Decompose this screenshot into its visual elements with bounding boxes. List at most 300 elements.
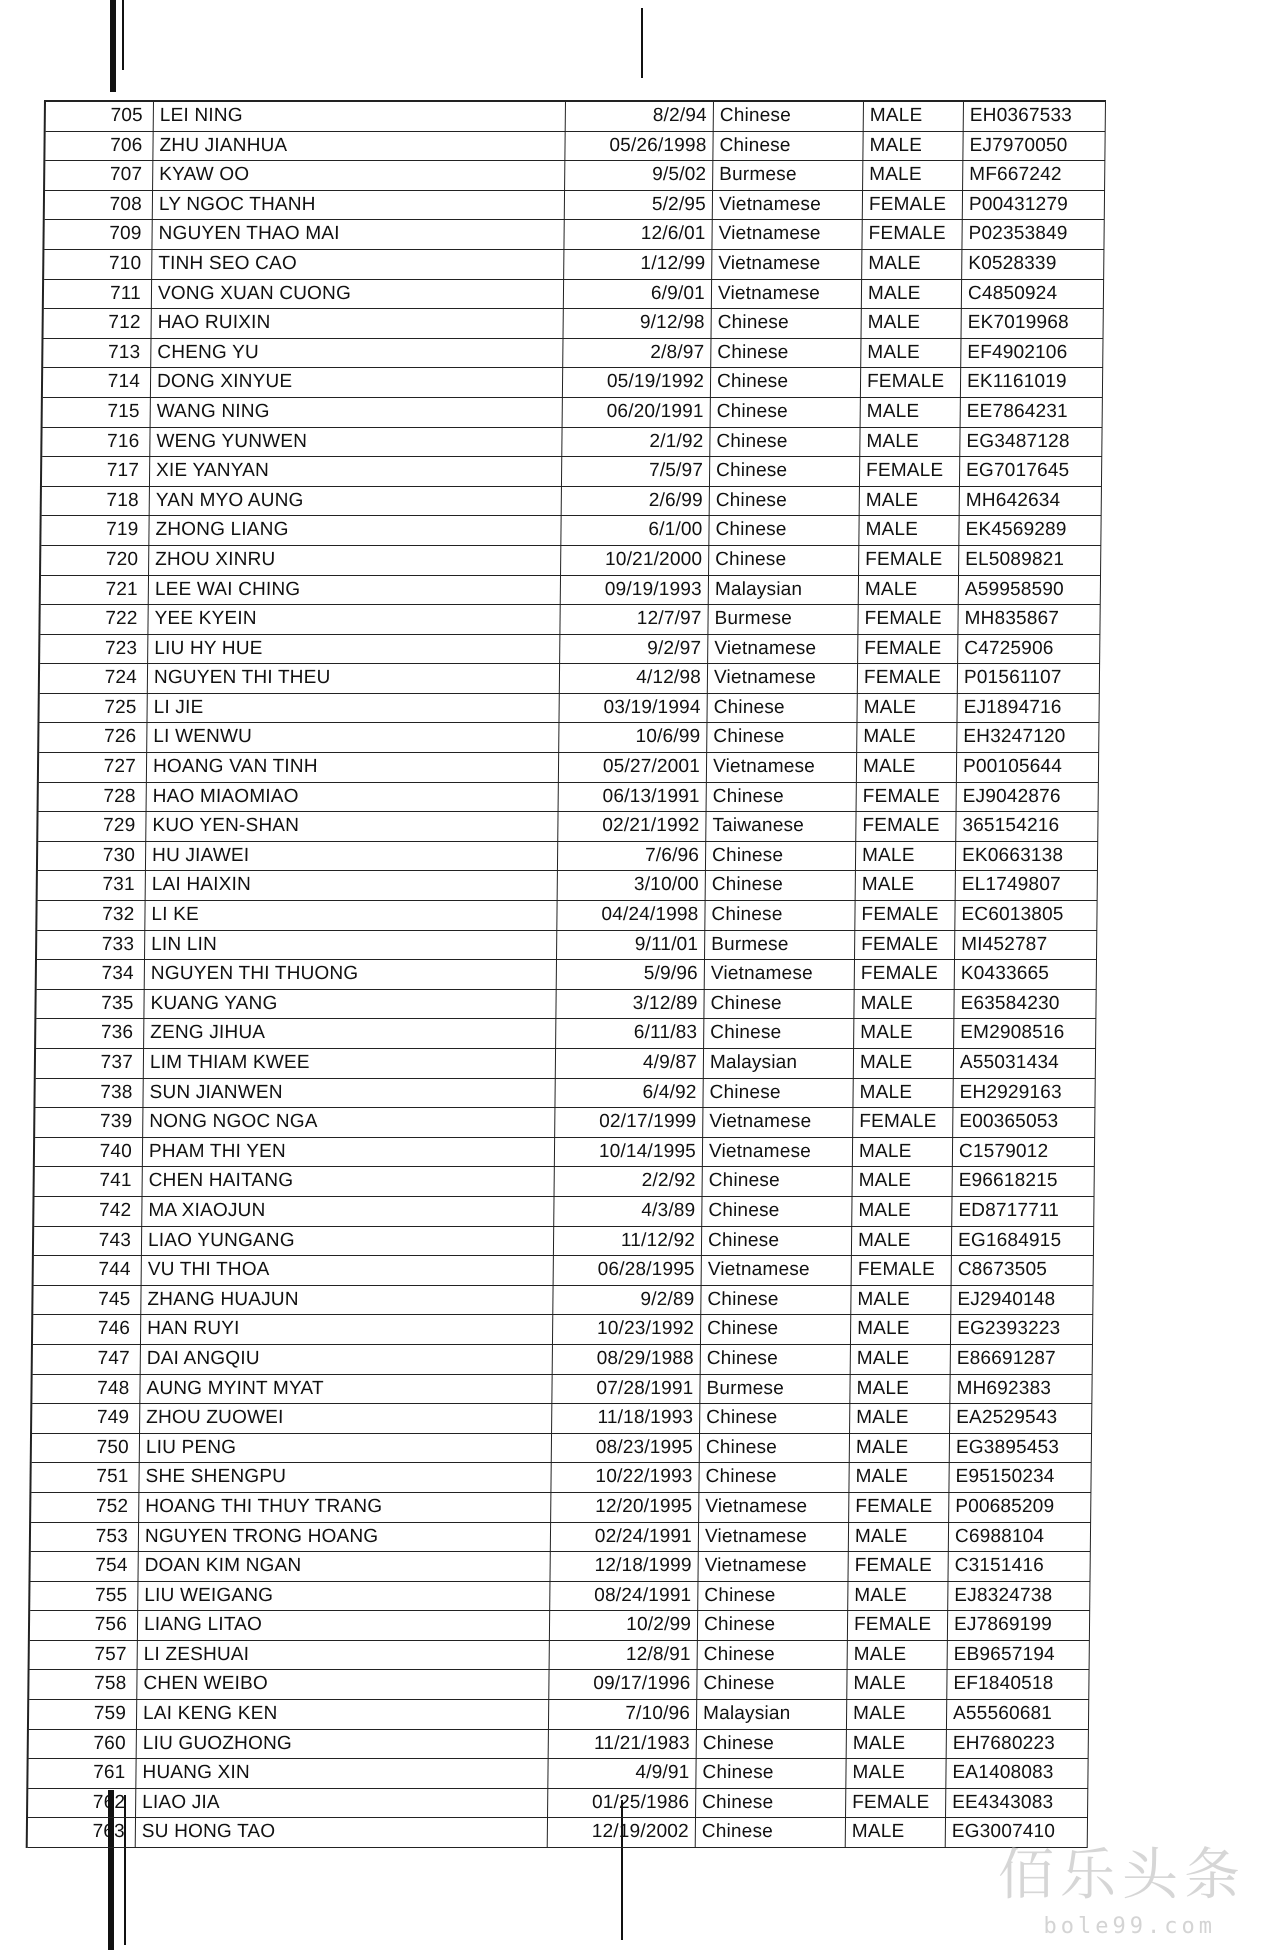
nationality-cell: Chinese: [703, 1167, 853, 1196]
passport-number-cell: A55560681: [947, 1700, 1089, 1729]
row-number-cell: 711: [44, 280, 152, 309]
person-name-cell: HOANG VAN TINH: [147, 753, 559, 782]
gender-cell: MALE: [856, 871, 956, 900]
row-number-cell: 715: [43, 398, 151, 427]
table-row: [30, 1582, 1090, 1612]
nationality-cell: Burmese: [708, 605, 858, 634]
birth-date-cell: 01/25/1986: [548, 1789, 696, 1818]
passport-number-cell: EM2908516: [954, 1019, 1096, 1048]
birth-date-cell: 9/5/02: [565, 161, 713, 190]
table-row: [45, 191, 1105, 221]
table-row: [37, 931, 1097, 961]
row-number-cell: 740: [35, 1138, 143, 1167]
person-name-cell: DOAN KIM NGAN: [138, 1552, 550, 1581]
passport-number-cell: EA2529543: [950, 1404, 1092, 1433]
person-name-cell: LIU WEIGANG: [138, 1582, 550, 1611]
person-name-cell: LY NGOC THANH: [153, 191, 565, 220]
birth-date-cell: 02/21/1992: [558, 812, 706, 841]
birth-date-cell: 12/8/91: [550, 1641, 698, 1670]
passport-number-cell: ED8717711: [952, 1197, 1094, 1226]
nationality-cell: Vietnamese: [708, 664, 858, 693]
nationality-cell: Chinese: [701, 1286, 851, 1315]
table-row: [31, 1463, 1091, 1493]
passport-number-cell: P02353849: [962, 220, 1104, 249]
gender-cell: MALE: [859, 516, 959, 545]
gender-cell: MALE: [851, 1286, 951, 1315]
gender-cell: MALE: [861, 339, 961, 368]
gender-cell: FEMALE: [858, 635, 958, 664]
table-row: [44, 250, 1104, 280]
person-name-cell: NGUYEN THAO MAI: [152, 220, 564, 249]
row-number-cell: 763: [28, 1818, 136, 1847]
table-row: [28, 1759, 1088, 1789]
row-number-cell: 718: [42, 487, 150, 516]
person-name-cell: KUO YEN-SHAN: [146, 812, 558, 841]
gender-cell: FEMALE: [855, 960, 955, 989]
birth-date-cell: 10/23/1992: [553, 1315, 701, 1344]
table-row: [42, 487, 1102, 517]
passport-number-cell: E63584230: [954, 990, 1096, 1019]
gender-cell: FEMALE: [848, 1611, 948, 1640]
gender-cell: MALE: [854, 1019, 954, 1048]
passport-number-cell: EG2393223: [951, 1315, 1093, 1344]
gender-cell: MALE: [851, 1315, 951, 1344]
gender-cell: MALE: [857, 694, 957, 723]
birth-date-cell: 05/19/1992: [563, 368, 711, 397]
table-row: [33, 1345, 1093, 1375]
gender-cell: MALE: [846, 1818, 946, 1847]
row-number-cell: 722: [40, 605, 148, 634]
birth-date-cell: 6/9/01: [564, 280, 712, 309]
table-row: [32, 1434, 1092, 1464]
table-row: [41, 516, 1101, 546]
nationality-cell: Malaysian: [704, 1049, 854, 1078]
person-name-cell: HAN RUYI: [141, 1315, 553, 1344]
birth-date-cell: 12/20/1995: [551, 1493, 699, 1522]
person-name-cell: SU HONG TAO: [136, 1818, 548, 1847]
person-name-cell: NGUYEN THI THEU: [148, 664, 560, 693]
passport-number-cell: EB9657194: [948, 1641, 1090, 1670]
person-name-cell: VU THI THOA: [142, 1256, 554, 1285]
passport-number-cell: E96618215: [953, 1167, 1095, 1196]
gender-cell: FEMALE: [861, 368, 961, 397]
row-number-cell: 756: [30, 1611, 138, 1640]
nationality-cell: Vietnamese: [702, 1256, 852, 1285]
passport-number-cell: EJ7970050: [963, 132, 1105, 161]
table-row: [35, 1079, 1095, 1109]
gender-cell: MALE: [856, 842, 956, 871]
gender-cell: FEMALE: [858, 605, 958, 634]
table-row: [28, 1818, 1088, 1848]
row-number-cell: 717: [42, 457, 150, 486]
nationality-cell: Chinese: [702, 1197, 852, 1226]
row-number-cell: 709: [44, 220, 152, 249]
gender-cell: FEMALE: [846, 1789, 946, 1818]
birth-date-cell: 09/17/1996: [549, 1670, 697, 1699]
nationality-cell: Chinese: [696, 1759, 846, 1788]
person-name-cell: PHAM THI YEN: [143, 1138, 555, 1167]
birth-date-cell: 12/19/2002: [548, 1818, 696, 1847]
gender-cell: MALE: [862, 309, 962, 338]
passport-number-cell: 365154216: [956, 812, 1098, 841]
row-number-cell: 747: [33, 1345, 141, 1374]
birth-date-cell: 6/1/00: [561, 516, 709, 545]
row-number-cell: 707: [45, 161, 153, 190]
gender-cell: MALE: [847, 1670, 947, 1699]
passport-number-cell: C6988104: [949, 1523, 1091, 1552]
row-number-cell: 726: [39, 723, 147, 752]
birth-date-cell: 10/2/99: [550, 1611, 698, 1640]
person-name-cell: LEE WAI CHING: [149, 576, 561, 605]
person-name-cell: HAO RUIXIN: [152, 309, 564, 338]
birth-date-cell: 4/12/98: [560, 664, 708, 693]
scan-mark-top-left: [110, 0, 116, 92]
passport-number-cell: A55031434: [954, 1049, 1096, 1078]
nationality-cell: Vietnamese: [707, 753, 857, 782]
person-name-cell: NONG NGOC NGA: [143, 1108, 555, 1137]
gender-cell: MALE: [852, 1197, 952, 1226]
birth-date-cell: 03/19/1994: [559, 694, 707, 723]
birth-date-cell: 4/9/87: [556, 1049, 704, 1078]
table-row: [40, 635, 1100, 665]
table-row: [46, 102, 1106, 132]
person-name-cell: DAI ANGQIU: [141, 1345, 553, 1374]
person-name-cell: WENG YUNWEN: [150, 428, 562, 457]
nationality-cell: Chinese: [711, 398, 861, 427]
passport-roster-table: [26, 100, 1106, 1848]
table-row: [36, 1019, 1096, 1049]
gender-cell: MALE: [861, 398, 961, 427]
row-number-cell: 749: [32, 1404, 140, 1433]
birth-date-cell: 12/18/1999: [550, 1552, 698, 1581]
watermark-url: bole99.com: [1043, 1914, 1216, 1939]
row-number-cell: 728: [39, 783, 147, 812]
gender-cell: MALE: [854, 1049, 954, 1078]
gender-cell: MALE: [847, 1700, 947, 1729]
passport-number-cell: C3151416: [948, 1552, 1090, 1581]
passport-number-cell: EJ2940148: [951, 1286, 1093, 1315]
passport-number-cell: EH7680223: [947, 1730, 1089, 1759]
row-number-cell: 739: [35, 1108, 143, 1137]
passport-number-cell: EF1840518: [947, 1670, 1089, 1699]
birth-date-cell: 3/12/89: [556, 990, 704, 1019]
row-number-cell: 760: [29, 1730, 137, 1759]
passport-number-cell: MI452787: [955, 931, 1097, 960]
table-row: [36, 1049, 1096, 1079]
row-number-cell: 735: [36, 990, 144, 1019]
row-number-cell: 738: [35, 1079, 143, 1108]
birth-date-cell: 5/9/96: [557, 960, 705, 989]
row-number-cell: 708: [45, 191, 153, 220]
table-row: [39, 753, 1099, 783]
row-number-cell: 725: [39, 694, 147, 723]
nationality-cell: Chinese: [700, 1404, 850, 1433]
passport-number-cell: EL1749807: [956, 871, 1098, 900]
person-name-cell: LIN LIN: [145, 931, 557, 960]
birth-date-cell: 05/26/1998: [565, 132, 713, 161]
table-row: [38, 871, 1098, 901]
table-row: [38, 842, 1098, 872]
birth-date-cell: 2/6/99: [562, 487, 710, 516]
nationality-cell: Chinese: [698, 1641, 848, 1670]
birth-date-cell: 12/7/97: [560, 605, 708, 634]
person-name-cell: NGUYEN TRONG HOANG: [139, 1523, 551, 1552]
person-name-cell: LIANG LITAO: [138, 1611, 550, 1640]
birth-date-cell: 10/6/99: [559, 723, 707, 752]
person-name-cell: DONG XINYUE: [151, 368, 563, 397]
birth-date-cell: 9/2/97: [560, 635, 708, 664]
row-number-cell: 758: [29, 1670, 137, 1699]
person-name-cell: LIU GUOZHONG: [137, 1730, 549, 1759]
passport-number-cell: EG3487128: [960, 428, 1102, 457]
person-name-cell: MA XIAOJUN: [142, 1197, 554, 1226]
table-row: [43, 368, 1103, 398]
person-name-cell: KUANG YANG: [144, 990, 556, 1019]
passport-number-cell: K0528339: [962, 250, 1104, 279]
gender-cell: MALE: [847, 1730, 947, 1759]
table-row: [42, 428, 1102, 458]
gender-cell: FEMALE: [856, 812, 956, 841]
nationality-cell: Chinese: [707, 783, 857, 812]
birth-date-cell: 2/1/92: [562, 428, 710, 457]
table-row: [39, 783, 1099, 813]
gender-cell: FEMALE: [852, 1256, 952, 1285]
nationality-cell: Chinese: [712, 309, 862, 338]
row-number-cell: 733: [37, 931, 145, 960]
table-row: [44, 220, 1104, 250]
birth-date-cell: 07/28/1991: [552, 1375, 700, 1404]
person-name-cell: WANG NING: [151, 398, 563, 427]
table-row: [32, 1375, 1092, 1405]
nationality-cell: Chinese: [698, 1611, 848, 1640]
table-row: [33, 1315, 1093, 1345]
passport-number-cell: EC6013805: [955, 901, 1097, 930]
passport-number-cell: P00431279: [963, 191, 1105, 220]
passport-number-cell: EJ9042876: [957, 783, 1099, 812]
nationality-cell: Chinese: [709, 516, 859, 545]
nationality-cell: Chinese: [702, 1227, 852, 1256]
row-number-cell: 713: [43, 339, 151, 368]
gender-cell: MALE: [857, 753, 957, 782]
row-number-cell: 705: [46, 102, 154, 131]
birth-date-cell: 02/17/1999: [555, 1108, 703, 1137]
passport-number-cell: EH3247120: [957, 723, 1099, 752]
birth-date-cell: 7/10/96: [549, 1700, 697, 1729]
birth-date-cell: 1/12/99: [564, 250, 712, 279]
nationality-cell: Vietnamese: [713, 191, 863, 220]
nationality-cell: Chinese: [696, 1789, 846, 1818]
gender-cell: MALE: [850, 1404, 950, 1433]
nationality-cell: Chinese: [696, 1818, 846, 1847]
gender-cell: MALE: [853, 1138, 953, 1167]
table-row: [37, 901, 1097, 931]
gender-cell: MALE: [863, 161, 963, 190]
nationality-cell: Vietnamese: [703, 1138, 853, 1167]
table-row: [34, 1227, 1094, 1257]
birth-date-cell: 6/11/83: [556, 1019, 704, 1048]
nationality-cell: Malaysian: [697, 1700, 847, 1729]
row-number-cell: 754: [30, 1552, 138, 1581]
table-row: [30, 1611, 1090, 1641]
passport-number-cell: E86691287: [951, 1345, 1093, 1374]
gender-cell: FEMALE: [849, 1493, 949, 1522]
row-number-cell: 742: [34, 1197, 142, 1226]
passport-number-cell: EE4343083: [946, 1789, 1088, 1818]
birth-date-cell: 08/24/1991: [550, 1582, 698, 1611]
passport-number-cell: MF667242: [963, 161, 1105, 190]
passport-number-cell: P00685209: [949, 1493, 1091, 1522]
gender-cell: MALE: [848, 1641, 948, 1670]
birth-date-cell: 12/6/01: [564, 220, 712, 249]
row-number-cell: 762: [28, 1789, 136, 1818]
passport-number-cell: K0433665: [955, 960, 1097, 989]
passport-number-cell: EK0663138: [956, 842, 1098, 871]
scan-mark-top-left-thin: [122, 0, 124, 70]
nationality-cell: Vietnamese: [712, 280, 862, 309]
passport-number-cell: C8673505: [952, 1256, 1094, 1285]
passport-number-cell: EA1408083: [946, 1759, 1088, 1788]
passport-number-cell: EL5089821: [959, 546, 1101, 575]
table-row: [44, 280, 1104, 310]
nationality-cell: Chinese: [710, 428, 860, 457]
person-name-cell: YAN MYO AUNG: [150, 487, 562, 516]
nationality-cell: Chinese: [699, 1463, 849, 1492]
person-name-cell: ZHOU ZUOWEI: [140, 1404, 552, 1433]
person-name-cell: LIAO JIA: [136, 1789, 548, 1818]
gender-cell: MALE: [862, 280, 962, 309]
table-row: [43, 309, 1103, 339]
row-number-cell: 730: [38, 842, 146, 871]
row-number-cell: 727: [39, 753, 147, 782]
birth-date-cell: 02/24/1991: [551, 1523, 699, 1552]
birth-date-cell: 6/4/92: [555, 1079, 703, 1108]
birth-date-cell: 04/24/1998: [557, 901, 705, 930]
person-name-cell: HU JIAWEI: [146, 842, 558, 871]
scan-mark-top-center: [641, 8, 643, 78]
birth-date-cell: 11/12/92: [554, 1227, 702, 1256]
person-name-cell: LIU PENG: [140, 1434, 552, 1463]
nationality-cell: Vietnamese: [712, 220, 862, 249]
birth-date-cell: 05/27/2001: [559, 753, 707, 782]
person-name-cell: AUNG MYINT MYAT: [140, 1375, 552, 1404]
gender-cell: MALE: [862, 250, 962, 279]
watermark-logo: 佰乐头条: [998, 1843, 1246, 1908]
birth-date-cell: 7/5/97: [562, 457, 710, 486]
table-row: [42, 457, 1102, 487]
person-name-cell: LIAO YUNGANG: [142, 1227, 554, 1256]
passport-number-cell: P01561107: [958, 664, 1100, 693]
row-number-cell: 721: [41, 576, 149, 605]
table-row: [30, 1641, 1090, 1671]
table-row: [36, 990, 1096, 1020]
person-name-cell: LI JIE: [147, 694, 559, 723]
person-name-cell: LI ZESHUAI: [138, 1641, 550, 1670]
birth-date-cell: 08/23/1995: [552, 1434, 700, 1463]
table-row: [32, 1404, 1092, 1434]
nationality-cell: Chinese: [706, 871, 856, 900]
person-name-cell: LAI KENG KEN: [137, 1700, 549, 1729]
row-number-cell: 723: [40, 635, 148, 664]
person-name-cell: LIM THIAM KWEE: [144, 1049, 556, 1078]
nationality-cell: Chinese: [700, 1434, 850, 1463]
row-number-cell: 752: [31, 1493, 139, 1522]
row-number-cell: 716: [42, 428, 150, 457]
birth-date-cell: 9/2/89: [553, 1286, 701, 1315]
table-row: [29, 1700, 1089, 1730]
person-name-cell: LI WENWU: [147, 723, 559, 752]
table-row: [37, 960, 1097, 990]
table-row: [31, 1523, 1091, 1553]
passport-number-cell: MH692383: [950, 1375, 1092, 1404]
row-number-cell: 744: [34, 1256, 142, 1285]
row-number-cell: 750: [32, 1434, 140, 1463]
passport-number-cell: EE7864231: [961, 398, 1103, 427]
passport-number-cell: EK7019968: [962, 309, 1104, 338]
gender-cell: MALE: [846, 1759, 946, 1788]
table-row: [28, 1789, 1088, 1819]
table-row: [38, 812, 1098, 842]
table-row: [29, 1730, 1089, 1760]
passport-number-cell: E95150234: [949, 1463, 1091, 1492]
nationality-cell: Chinese: [705, 901, 855, 930]
passport-number-cell: EK4569289: [959, 516, 1101, 545]
nationality-cell: Chinese: [698, 1582, 848, 1611]
nationality-cell: Chinese: [714, 102, 864, 131]
person-name-cell: VONG XUAN CUONG: [152, 280, 564, 309]
row-number-cell: 720: [41, 546, 149, 575]
birth-date-cell: 10/21/2000: [561, 546, 709, 575]
gender-cell: FEMALE: [862, 220, 962, 249]
nationality-cell: Chinese: [706, 842, 856, 871]
passport-number-cell: C4850924: [962, 280, 1104, 309]
row-number-cell: 759: [29, 1700, 137, 1729]
table-row: [41, 576, 1101, 606]
passport-number-cell: P00105644: [957, 753, 1099, 782]
nationality-cell: Chinese: [701, 1345, 851, 1374]
gender-cell: MALE: [849, 1523, 949, 1552]
person-name-cell: ZHU JIANHUA: [153, 132, 565, 161]
birth-date-cell: 4/3/89: [554, 1197, 702, 1226]
person-name-cell: ZHANG HUAJUN: [141, 1286, 553, 1315]
row-number-cell: 706: [45, 132, 153, 161]
gender-cell: FEMALE: [863, 191, 963, 220]
table-row: [43, 398, 1103, 428]
table-row: [45, 132, 1105, 162]
person-name-cell: HUANG XIN: [136, 1759, 548, 1788]
gender-cell: FEMALE: [855, 931, 955, 960]
nationality-cell: Chinese: [697, 1730, 847, 1759]
passport-number-cell: A59958590: [959, 576, 1101, 605]
person-name-cell: KYAW OO: [153, 161, 565, 190]
birth-date-cell: 2/2/92: [555, 1167, 703, 1196]
passport-number-cell: EJ7869199: [948, 1611, 1090, 1640]
table-row: [41, 546, 1101, 576]
row-number-cell: 724: [40, 664, 148, 693]
birth-date-cell: 08/29/1988: [553, 1345, 701, 1374]
row-number-cell: 714: [43, 368, 151, 397]
person-name-cell: SHE SHENGPU: [139, 1463, 551, 1492]
nationality-cell: Vietnamese: [698, 1552, 848, 1581]
birth-date-cell: 10/14/1995: [555, 1138, 703, 1167]
nationality-cell: Chinese: [704, 990, 854, 1019]
gender-cell: MALE: [853, 1079, 953, 1108]
row-number-cell: 755: [30, 1582, 138, 1611]
birth-date-cell: 5/2/95: [565, 191, 713, 220]
gender-cell: MALE: [863, 132, 963, 161]
table-row: [30, 1552, 1090, 1582]
birth-date-cell: 7/6/96: [558, 842, 706, 871]
passport-number-cell: C4725906: [958, 635, 1100, 664]
